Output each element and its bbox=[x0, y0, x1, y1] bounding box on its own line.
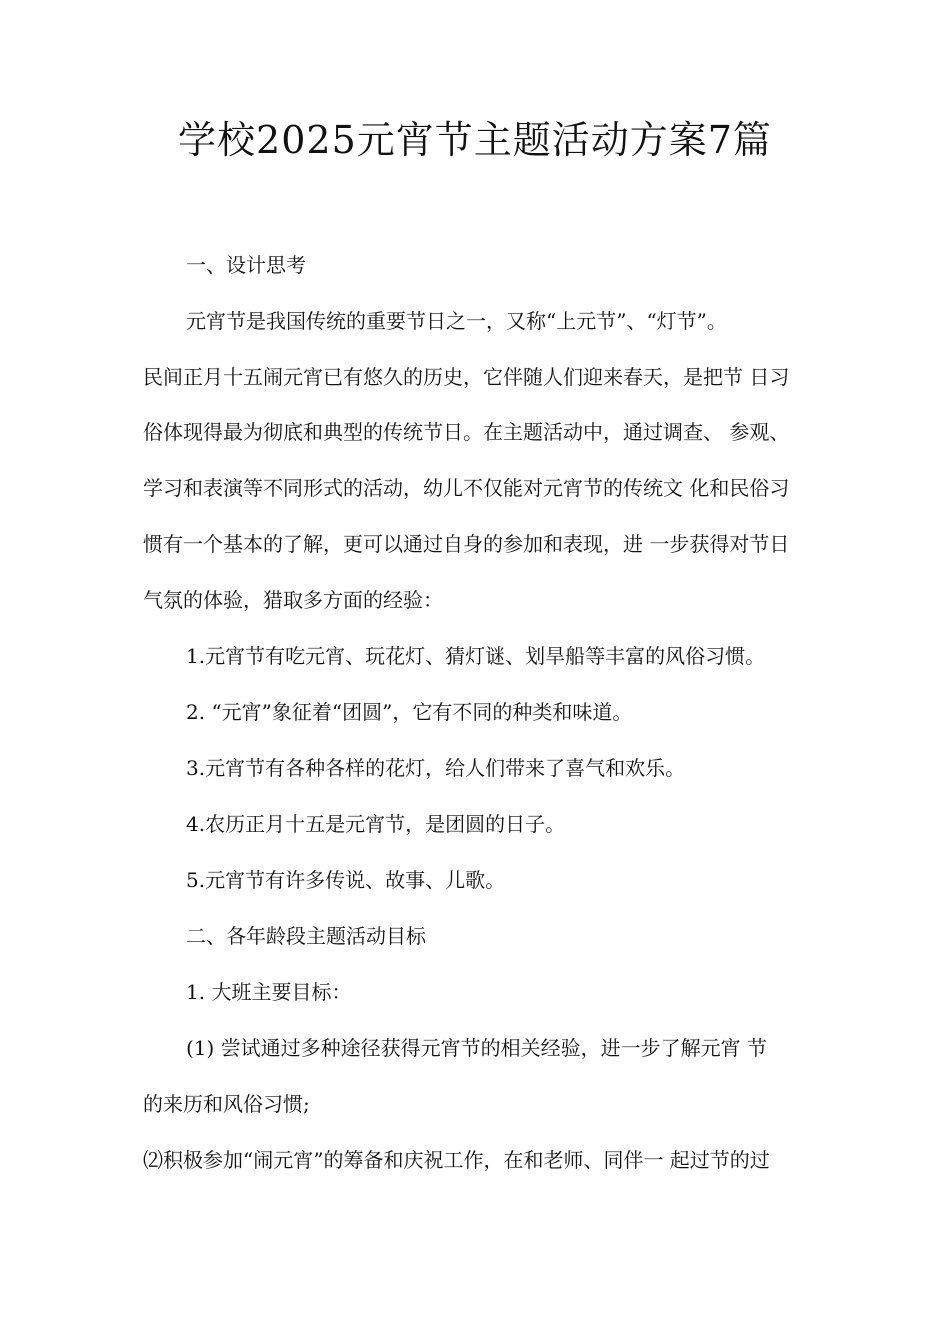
list-item: 4.农历正月十五是元宵节，是团圆的日子。 bbox=[186, 812, 566, 836]
list-item: 2. “元宵”象征着“团圆”，它有不同的种类和味道。 bbox=[186, 700, 633, 724]
paragraph-line: 民间正月十五闹元宵已有悠久的历史，它伴随人们迎来春天，是把节 日习 bbox=[143, 365, 790, 389]
paragraph-line: 的来历和风俗习惯; bbox=[143, 1092, 310, 1116]
subsection-heading: 1. 大班主要目标： bbox=[186, 980, 352, 1004]
paragraph-line: 元宵节是我国传统的重要节日之一，又称“上元节”、“灯节”。 bbox=[186, 309, 727, 333]
list-item: 3.元宵节有各种各样的花灯，给人们带来了喜气和欢乐。 bbox=[186, 756, 686, 780]
list-item: ⑵积极参加“闹元宵”的筹备和庆祝工作，在和老师、同伴一 起过节的过 bbox=[143, 1148, 770, 1172]
section-heading-goals: 二、各年龄段主题活动目标 bbox=[186, 924, 426, 948]
list-item: 5.元宵节有许多传说、故事、儿歌。 bbox=[186, 868, 506, 892]
list-item: (1) 尝试通过多种途径获得元宵节的相关经验，进一步了解元宵 节 bbox=[186, 1036, 768, 1060]
document-title: 学校2025元宵节主题活动方案7篇 bbox=[178, 118, 772, 162]
paragraph-line: 气氛的体验，猎取多方面的经验： bbox=[143, 588, 443, 612]
section-heading-design: 一、设计思考 bbox=[186, 253, 306, 277]
list-item: 1.元宵节有吃元宵、玩花灯、猜灯谜、划旱船等丰富的风俗习惯。 bbox=[186, 644, 766, 668]
paragraph-line: 学习和表演等不同形式的活动，幼儿不仅能对元宵节的传统文 化和民俗习 bbox=[143, 476, 790, 500]
paragraph-line: 俗体现得最为彻底和典型的传统节日。在主题活动中，通过调查、 参观、 bbox=[143, 420, 790, 444]
paragraph-line: 惯有一个基本的了解，更可以通过自身的参加和表现，进 一步获得对节日 bbox=[143, 532, 790, 556]
